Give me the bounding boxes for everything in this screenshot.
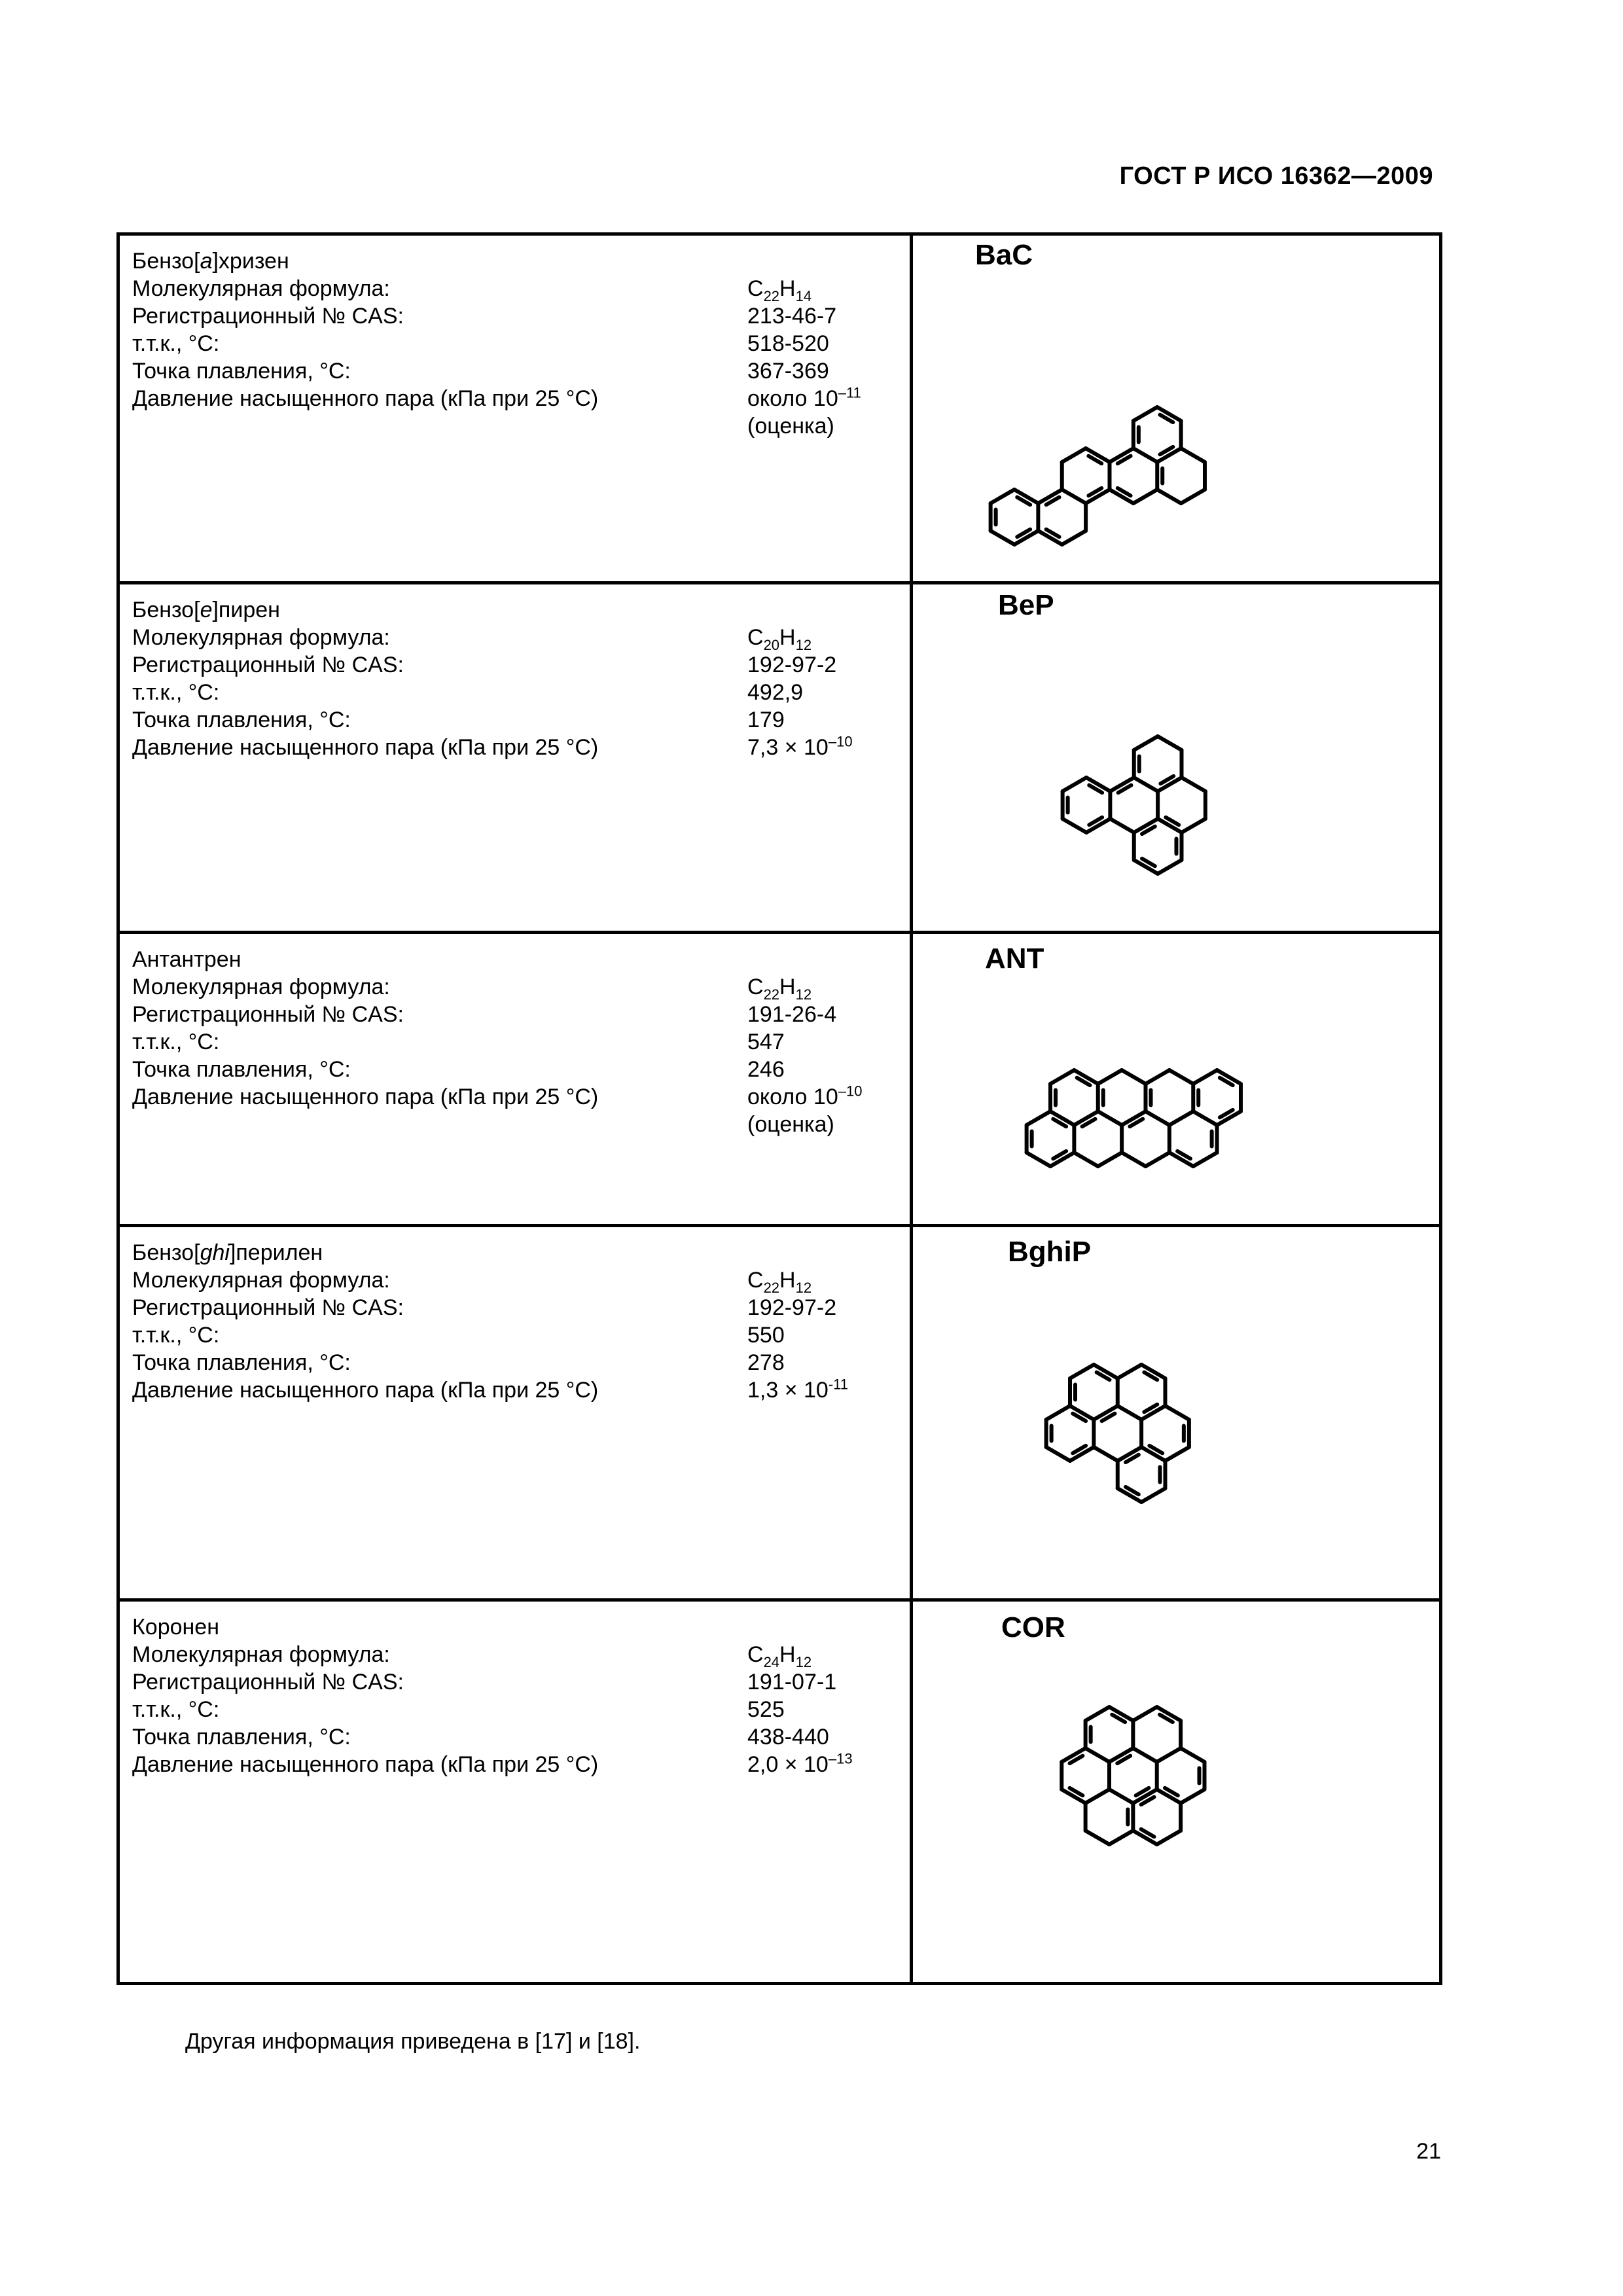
compound-name	[132, 1613, 898, 1641]
boiling-point-label: т.т.к., °С:	[132, 680, 220, 705]
boiling-point-value: 492,9	[747, 680, 804, 705]
bond	[1086, 1831, 1109, 1844]
formula-label: Молекулярная формула:	[132, 625, 390, 650]
bond	[1133, 448, 1157, 462]
vapor-pressure-value: $7,3 \times 10^{-10}$	[747, 733, 853, 760]
melting-point-label: Точка плавления, °С:	[132, 1057, 351, 1082]
bond	[1181, 448, 1205, 462]
bond	[1145, 1070, 1169, 1084]
compound-abbreviation: BghiP	[1008, 1236, 1092, 1268]
cas-value: 192-97-2	[747, 653, 837, 677]
formula-value: $C_{20}H_{12}$	[747, 625, 812, 653]
structure-ant	[1011, 995, 1417, 1257]
formula-value: $C_{22}H_{12}$	[747, 975, 812, 1003]
vapor-pressure-note: (оценка)	[747, 414, 834, 439]
row-divider	[120, 931, 1439, 934]
vapor-pressure-value: около $10^{-10}$	[747, 1083, 863, 1109]
bond	[1181, 1789, 1204, 1803]
bond	[1062, 531, 1086, 545]
compound-name-part: Бензо[	[132, 598, 200, 622]
melting-point-label: Точка плавления, °С:	[132, 359, 351, 384]
melting-point-label: Точка плавления, °С:	[132, 1725, 351, 1749]
bond	[1193, 1153, 1217, 1166]
compound-info	[132, 1239, 898, 1431]
structure-bep	[1034, 628, 1374, 929]
footer-note: Другая информация приведена в [17] и [18].	[185, 2029, 641, 2054]
compound-abbreviation: BaC	[975, 239, 1033, 271]
bond	[1157, 1831, 1181, 1844]
formula-label: Молекулярная формула:	[132, 1642, 390, 1667]
bond	[1063, 819, 1086, 833]
bond	[1027, 1111, 1050, 1125]
compound-name-part: Бензо[	[132, 1240, 200, 1265]
vapor-pressure-label: Давление насыщенного пара (кПа при 25 °С)	[132, 1378, 599, 1403]
cas-value: 192-97-2	[747, 1295, 837, 1320]
compound-name-part: Коронен	[132, 1615, 219, 1640]
structure-bghip	[1031, 1283, 1397, 1558]
column-divider	[910, 236, 913, 1982]
boiling-point-value: 525	[747, 1697, 785, 1722]
cas-label: Регистрационный № CAS:	[132, 304, 404, 329]
bond	[1062, 490, 1086, 503]
boiling-point-label: т.т.к., °С:	[132, 1030, 220, 1054]
bond	[1122, 1070, 1145, 1084]
bond	[1193, 1111, 1217, 1125]
vapor-pressure-value: около $10^{-11}$	[747, 384, 861, 411]
bond	[1157, 1748, 1181, 1762]
bond	[1046, 1406, 1070, 1420]
bond	[1098, 1070, 1122, 1084]
bond	[1070, 1365, 1094, 1378]
bond	[1133, 1748, 1156, 1762]
melting-point-value: 179	[747, 708, 785, 732]
compound-info	[132, 247, 898, 440]
bond	[1157, 490, 1181, 503]
cas-label: Регистрационный № CAS:	[132, 1295, 404, 1320]
compound-name-part: ]хризен	[212, 249, 289, 274]
bond	[1181, 1748, 1204, 1762]
bond	[1133, 1707, 1156, 1721]
bond	[1181, 490, 1205, 503]
compound-abbreviation: ANT	[985, 942, 1044, 975]
cas-value: 213-46-7	[747, 304, 837, 329]
compound-name-part: Антантрен	[132, 947, 241, 972]
bond	[1158, 860, 1181, 874]
page-number: 21	[1416, 2139, 1441, 2164]
formula-label: Молекулярная формула:	[132, 276, 390, 301]
boiling-point-label: т.т.к., °С:	[132, 1697, 220, 1722]
compound-name	[132, 946, 898, 973]
compound-info	[132, 596, 898, 789]
bond	[1074, 1153, 1097, 1166]
boiling-point-label: т.т.к., °С:	[132, 1323, 220, 1348]
bond	[1098, 1153, 1122, 1166]
formula-value: $C_{22}H_{12}$	[747, 1268, 812, 1296]
cas-label: Регистрационный № CAS:	[132, 653, 404, 677]
melting-point-value: 246	[747, 1057, 785, 1082]
melting-point-value: 438-440	[747, 1725, 829, 1749]
bond	[1169, 1111, 1193, 1125]
bond	[1094, 1447, 1117, 1461]
boiling-point-label: т.т.к., °С:	[132, 331, 220, 356]
bond	[1118, 1365, 1141, 1378]
vapor-pressure-label: Давление насыщенного пара (кПа при 25 °С)	[132, 735, 599, 760]
compound-abbreviation: BeP	[998, 589, 1054, 621]
vapor-pressure-label: Давление насыщенного пара (кПа при 25 °С)	[132, 1085, 599, 1109]
bond	[1118, 1406, 1141, 1420]
vapor-pressure-label: Давление насыщенного пара (кПа при 25 °С)	[132, 1752, 599, 1777]
bond	[1181, 819, 1205, 833]
document-code: ГОСТ Р ИСО 16362—2009	[1119, 162, 1433, 190]
melting-point-value: 367-369	[747, 359, 829, 384]
compound-abbreviation: COR	[1001, 1611, 1065, 1643]
cas-label: Регистрационный № CAS:	[132, 1002, 404, 1027]
melting-point-label: Точка плавления, °С:	[132, 1350, 351, 1375]
formula-label: Молекулярная формула:	[132, 975, 390, 999]
bond	[1133, 490, 1157, 503]
bond	[1145, 1111, 1169, 1125]
compound-name	[132, 247, 898, 275]
compound-info	[132, 946, 898, 1138]
melting-point-label: Точка плавления, °С:	[132, 708, 351, 732]
compound-name-part: ]пирен	[212, 598, 280, 622]
vapor-pressure-value: $2,0 \times 10^{-13}$	[747, 1750, 853, 1777]
melting-point-value: 278	[747, 1350, 785, 1375]
bond	[1181, 778, 1205, 791]
bond	[1086, 1748, 1109, 1762]
bond	[1063, 778, 1086, 791]
compound-name	[132, 1239, 898, 1266]
compound-name-part: Бензо[	[132, 249, 200, 274]
compound-name-part: ]перилен	[229, 1240, 323, 1265]
vapor-pressure-note: (оценка)	[747, 1112, 834, 1137]
compound-name-italic: e	[200, 598, 213, 622]
bond	[1158, 736, 1181, 750]
compound-name-italic: ghi	[200, 1240, 230, 1265]
bond	[1193, 1070, 1217, 1084]
structure-bac	[969, 268, 1427, 583]
bond	[1134, 778, 1158, 791]
bond	[1109, 1789, 1133, 1803]
cas-value: 191-07-1	[747, 1670, 837, 1695]
boiling-point-value: 518-520	[747, 331, 829, 356]
compound-name	[132, 596, 898, 624]
compound-name-italic: a	[200, 249, 213, 274]
cas-label: Регистрационный № CAS:	[132, 1670, 404, 1695]
bond	[1133, 407, 1157, 421]
bond	[1134, 736, 1158, 750]
bond	[1141, 1488, 1165, 1502]
bond	[1122, 1153, 1145, 1166]
bond	[1027, 1153, 1050, 1166]
bond	[1169, 1070, 1193, 1084]
bond	[1046, 1447, 1070, 1461]
row-divider	[120, 1598, 1439, 1602]
bond	[1165, 1406, 1188, 1420]
formula-label: Молекулярная формула:	[132, 1268, 390, 1293]
boiling-point-value: 550	[747, 1323, 785, 1348]
bond	[1062, 448, 1086, 462]
compound-info	[132, 1613, 898, 1806]
bond	[1050, 1070, 1074, 1084]
formula-value: $C_{22}H_{14}$	[747, 276, 812, 304]
bond	[1098, 1111, 1122, 1125]
bond	[1165, 1447, 1188, 1461]
vapor-pressure-label: Давление насыщенного пара (кПа при 25 °С)	[132, 386, 599, 411]
vapor-pressure-value: $1,3 \times 10^{-11}$	[747, 1376, 849, 1403]
bond	[1109, 1831, 1133, 1844]
bond	[991, 531, 1014, 545]
structure-cor	[1044, 1662, 1410, 1970]
bond	[991, 490, 1014, 503]
bond	[1145, 1153, 1169, 1166]
cas-value: 191-26-4	[747, 1002, 837, 1027]
bond	[1110, 819, 1133, 833]
formula-value: $C_{24}H_{12}$	[747, 1642, 812, 1670]
bond	[1086, 1707, 1109, 1721]
boiling-point-value: 547	[747, 1030, 785, 1054]
bond	[1086, 1789, 1109, 1803]
